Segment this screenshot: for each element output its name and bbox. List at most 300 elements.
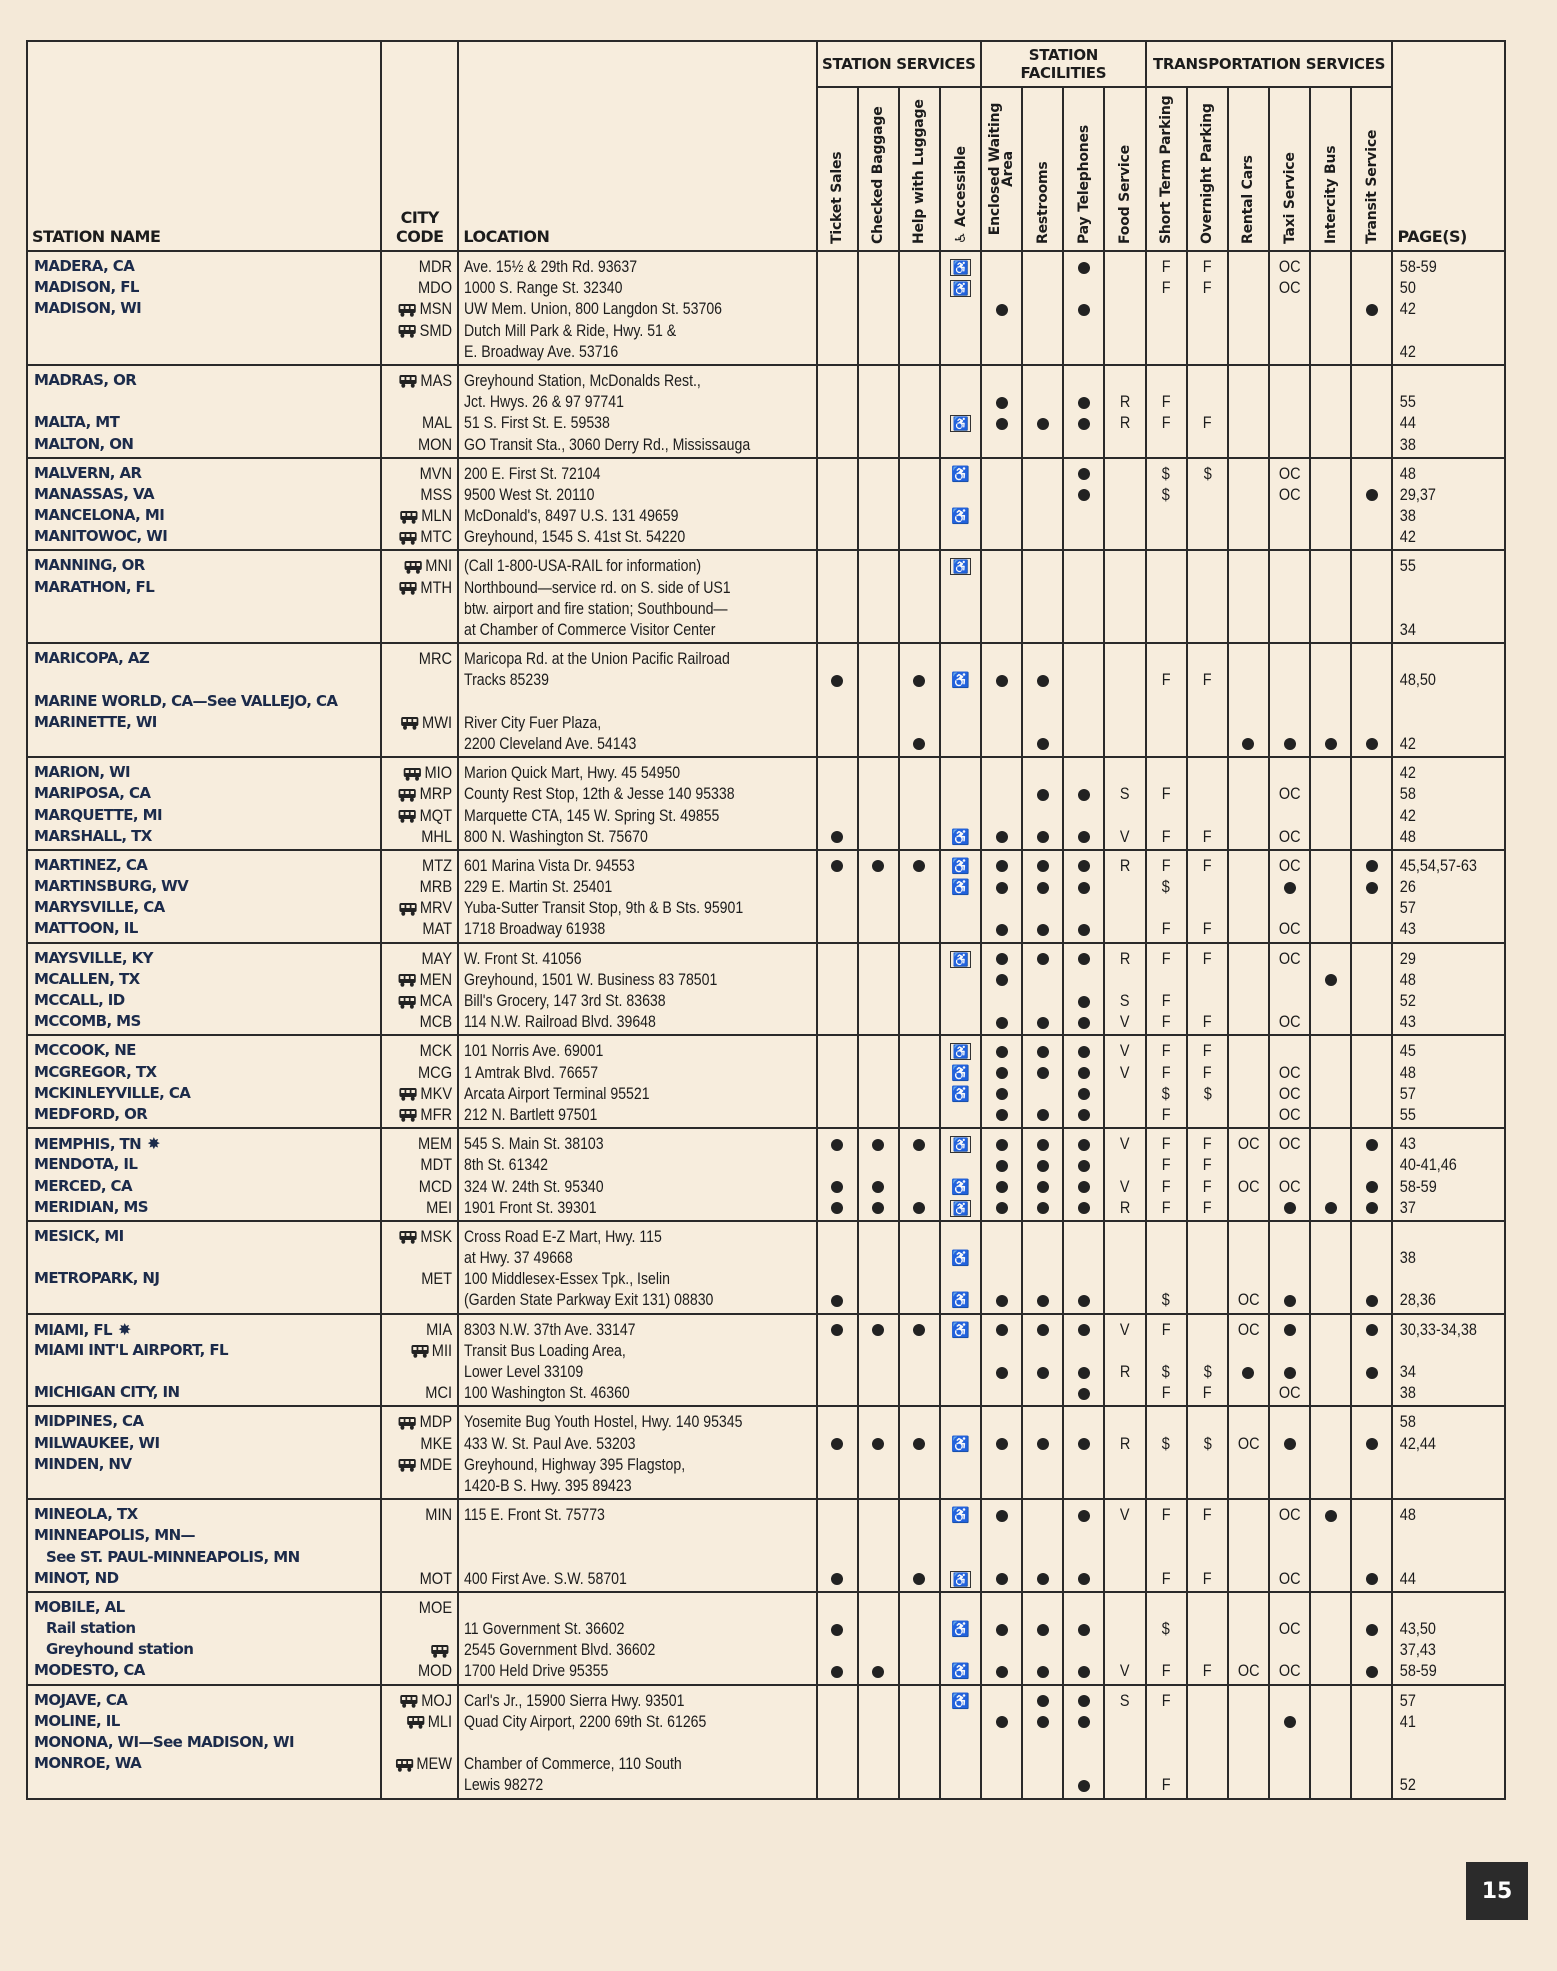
city-code-text: MCG (418, 1062, 453, 1082)
station-name (28, 412, 380, 433)
service-mark (1188, 1062, 1227, 1083)
empty-mark (1311, 1660, 1350, 1681)
empty-mark (1105, 691, 1144, 712)
city-code-text: MCA (419, 991, 453, 1010)
station-name-text: MONROE, WA (34, 1754, 142, 1773)
bus-icon (399, 1087, 418, 1101)
service-mark (818, 1319, 857, 1340)
service-code: OC (1278, 948, 1301, 968)
service-mark (941, 1247, 980, 1268)
service-cell-col-12 (1310, 365, 1351, 458)
available-dot-icon (1078, 1088, 1090, 1100)
available-dot-icon (1037, 789, 1049, 801)
empty-mark (1188, 1268, 1227, 1289)
service-mark (941, 256, 980, 277)
service-mark (1270, 256, 1309, 277)
city-code (393, 855, 458, 876)
empty-mark (1311, 783, 1350, 804)
empty-mark (1064, 370, 1103, 391)
service-cell-col-11 (1269, 1035, 1310, 1128)
bus-icon (399, 531, 418, 545)
empty-mark (859, 805, 898, 826)
page-reference: 48 (1400, 1505, 1417, 1525)
empty-mark (900, 1475, 939, 1496)
service-code: F (1161, 826, 1171, 846)
empty-mark (900, 256, 939, 277)
empty-mark (941, 1475, 980, 1496)
location-text: 100 Washington St. 46360 (464, 1383, 631, 1403)
service-mark (982, 969, 1021, 990)
service-mark (1105, 1040, 1144, 1061)
city-code (393, 1411, 458, 1432)
page-reference: 48 (1400, 463, 1417, 483)
service-mark (1352, 1568, 1391, 1589)
station-name-text: MCCOOK, NE (34, 1041, 136, 1060)
service-mark (1270, 1083, 1309, 1104)
available-dot-icon (1037, 1046, 1049, 1058)
empty-mark (941, 526, 980, 547)
service-mark (982, 1504, 1021, 1525)
empty-mark (1064, 733, 1103, 754)
empty-mark (1311, 341, 1350, 362)
empty-mark (1105, 762, 1144, 783)
empty-mark (900, 783, 939, 804)
service-mark (982, 876, 1021, 897)
available-dot-icon (996, 831, 1008, 843)
service-mark (900, 1568, 939, 1589)
empty-mark (1105, 526, 1144, 547)
empty-mark (818, 619, 857, 640)
wheelchair-boxed-icon: ♿ (952, 260, 969, 276)
service-cell-col-8 (1146, 550, 1187, 643)
empty-mark (1188, 990, 1227, 1011)
available-dot-icon (1242, 1367, 1254, 1379)
empty-mark (1352, 1732, 1391, 1753)
available-dot-icon (1037, 1017, 1049, 1029)
station-name (28, 918, 380, 939)
service-cell-col-4 (981, 251, 1022, 365)
service-mark (1147, 1197, 1186, 1218)
city-codes-cell (381, 1314, 458, 1407)
empty-mark (818, 1382, 857, 1403)
city-code (393, 1104, 458, 1125)
service-mark (1270, 277, 1309, 298)
service-cell-col-6 (1063, 1128, 1104, 1221)
service-mark (1147, 412, 1186, 433)
wheelchair-boxed-icon: ♿ (952, 559, 969, 575)
empty-mark (859, 1062, 898, 1083)
service-cell-col-5 (1022, 1592, 1063, 1685)
location-text: 400 First Ave. S.W. 58701 (464, 1568, 628, 1588)
service-cell-col-9 (1187, 1685, 1228, 1799)
empty-mark (941, 1547, 980, 1568)
station-names-cell (27, 365, 381, 458)
header-col-rental-cars (1228, 87, 1269, 251)
service-cell-col-10 (1228, 251, 1269, 365)
page-reference: 38 (1400, 434, 1417, 454)
location-text (459, 1547, 755, 1568)
empty-mark (900, 619, 939, 640)
service-code: R (1119, 413, 1131, 433)
station-name-text: MANCELONA, MI (34, 506, 165, 525)
available-dot-icon (1366, 1295, 1378, 1307)
service-mark (1064, 391, 1103, 412)
available-dot-icon (872, 1666, 884, 1678)
station-name-text: MALVERN, AR (34, 463, 142, 482)
city-code-text: MWI (422, 712, 453, 732)
empty-mark (818, 1547, 857, 1568)
empty-mark (1352, 1475, 1391, 1496)
service-code: OC (1278, 1568, 1301, 1588)
service-cell-col-3 (940, 850, 981, 943)
available-dot-icon (913, 860, 925, 872)
service-mark (1270, 1711, 1309, 1732)
empty-mark (1105, 805, 1144, 826)
empty-mark (1311, 256, 1350, 277)
empty-mark (1311, 1247, 1350, 1268)
empty-mark (1311, 669, 1350, 690)
service-code: F (1202, 1197, 1212, 1217)
empty-mark (1270, 1639, 1309, 1660)
empty-mark (1147, 648, 1186, 669)
service-cell-col-9 (1187, 458, 1228, 551)
service-cell-col-8 (1146, 757, 1187, 850)
city-code (393, 826, 458, 847)
service-mark (982, 1154, 1021, 1175)
header-col-checked-baggage (858, 87, 899, 251)
available-dot-icon (1037, 1295, 1049, 1307)
service-code: OC (1237, 1661, 1260, 1681)
empty-mark (1023, 1340, 1062, 1361)
service-cell-col-7 (1104, 1406, 1145, 1499)
available-dot-icon (1078, 1046, 1090, 1058)
header-col-intercity-bus (1310, 87, 1351, 251)
header-col-label: Intercity Bus (1322, 145, 1339, 244)
empty-mark (900, 1011, 939, 1032)
empty-mark (941, 1226, 980, 1247)
empty-mark (1229, 1639, 1268, 1660)
city-code (393, 1247, 458, 1268)
service-cell-col-13 (1351, 943, 1392, 1036)
service-cell-col-6 (1063, 1592, 1104, 1685)
service-code: F (1161, 1062, 1171, 1082)
service-code: $ (1203, 1083, 1212, 1103)
empty-mark (1188, 1247, 1227, 1268)
service-cell-col-12 (1310, 1685, 1351, 1799)
empty-mark (818, 1711, 857, 1732)
empty-mark (982, 783, 1021, 804)
city-code (393, 1711, 458, 1732)
empty-mark (1023, 256, 1062, 277)
service-cell-col-0 (817, 1314, 858, 1407)
empty-mark (1229, 434, 1268, 455)
header-col-ticket-sales (817, 87, 858, 251)
header-city-code: CITY CODE (381, 41, 458, 251)
empty-mark (982, 762, 1021, 783)
service-code: F (1161, 257, 1171, 276)
empty-mark (1311, 1433, 1350, 1454)
page-reference: 44 (1400, 1568, 1417, 1588)
empty-mark (1229, 1454, 1268, 1475)
station-names-cell (27, 943, 381, 1036)
service-mark (1147, 1660, 1186, 1681)
empty-mark (1270, 1247, 1309, 1268)
city-code-text: MDT (420, 1155, 453, 1175)
empty-mark (1188, 526, 1227, 547)
service-cell-col-6 (1063, 1035, 1104, 1128)
empty-mark (1023, 320, 1062, 341)
page-reference (1393, 1547, 1487, 1568)
page-reference: 57 (1400, 1690, 1417, 1710)
service-mark (941, 412, 980, 433)
city-code (393, 619, 458, 640)
empty-mark (1229, 1753, 1268, 1774)
service-cell-col-11 (1269, 943, 1310, 1036)
empty-mark (1064, 598, 1103, 619)
empty-mark (1147, 1525, 1186, 1546)
service-cell-col-1 (858, 1499, 899, 1592)
empty-mark (1023, 1597, 1062, 1618)
station-group (27, 365, 1505, 458)
empty-mark (1105, 1618, 1144, 1639)
empty-mark (1229, 1040, 1268, 1061)
header-group-transportation-services: TRANSPORTATION SERVICES (1146, 41, 1393, 87)
empty-mark (1352, 969, 1391, 990)
empty-mark (900, 370, 939, 391)
empty-mark (1229, 341, 1268, 362)
service-cell-col-13 (1351, 757, 1392, 850)
available-dot-icon (831, 860, 843, 872)
empty-mark (1229, 555, 1268, 576)
service-cell-col-10 (1228, 458, 1269, 551)
pages-cell (1392, 757, 1505, 850)
service-cell-col-11 (1269, 458, 1310, 551)
station-name-text: MANASSAS, VA (34, 484, 154, 503)
city-code-text: MDP (419, 1412, 453, 1432)
service-mark (1105, 412, 1144, 433)
service-mark (1270, 1289, 1309, 1310)
station-name (28, 370, 380, 391)
service-code: F (1202, 919, 1212, 939)
service-cell-col-0 (817, 550, 858, 643)
available-dot-icon (1078, 1624, 1090, 1636)
station-name (28, 1690, 380, 1711)
empty-mark (1147, 526, 1186, 547)
service-code: F (1202, 413, 1212, 433)
empty-mark (982, 320, 1021, 341)
empty-mark (1270, 762, 1309, 783)
empty-mark (1105, 1268, 1144, 1289)
bus-icon (400, 1694, 419, 1708)
empty-mark (1188, 1475, 1227, 1496)
service-code: F (1202, 1383, 1212, 1403)
empty-mark (1352, 1040, 1391, 1061)
empty-mark (1352, 370, 1391, 391)
city-code-text: MRC (418, 649, 453, 669)
location-text: Lewis 98272 (464, 1775, 544, 1795)
available-dot-icon (913, 1324, 925, 1336)
station-name (28, 1547, 380, 1568)
station-names-cell (27, 757, 381, 850)
header-col-label: Checked Baggage (870, 106, 887, 244)
empty-mark (1188, 1732, 1227, 1753)
empty-mark (1188, 1639, 1227, 1660)
empty-mark (941, 691, 980, 712)
empty-mark (859, 619, 898, 640)
service-mark (982, 1433, 1021, 1454)
service-mark (1064, 1568, 1103, 1589)
available-dot-icon (1037, 1716, 1049, 1728)
page-reference: 55 (1400, 392, 1417, 412)
empty-mark (818, 1753, 857, 1774)
available-dot-icon (1037, 1695, 1049, 1707)
service-mark (982, 918, 1021, 939)
service-mark (982, 1040, 1021, 1061)
available-dot-icon (996, 1017, 1008, 1029)
service-mark (1188, 463, 1227, 484)
empty-mark (982, 712, 1021, 733)
empty-mark (1064, 277, 1103, 298)
location-text: 601 Marina Vista Dr. 94553 (464, 855, 636, 875)
service-cell-col-8 (1146, 1128, 1187, 1221)
service-mark (1023, 1133, 1062, 1154)
available-dot-icon (1078, 789, 1090, 801)
service-cell-col-8 (1146, 1406, 1187, 1499)
service-mark (941, 1197, 980, 1218)
service-code: F (1161, 948, 1171, 968)
empty-mark (1023, 277, 1062, 298)
service-cell-col-3 (940, 1035, 981, 1128)
station-name (28, 526, 380, 547)
empty-mark (859, 1289, 898, 1310)
service-code: $ (1162, 484, 1171, 504)
empty-mark (1147, 1753, 1186, 1774)
empty-mark (818, 1774, 857, 1795)
empty-mark (1064, 648, 1103, 669)
service-mark (1270, 1618, 1309, 1639)
empty-mark (1064, 1226, 1103, 1247)
service-mark (1023, 1197, 1062, 1218)
empty-mark (1311, 434, 1350, 455)
service-cell-col-0 (817, 365, 858, 458)
empty-mark (982, 1226, 1021, 1247)
empty-mark (1064, 969, 1103, 990)
available-dot-icon (1037, 1367, 1049, 1379)
empty-mark (859, 1454, 898, 1475)
service-code: F (1161, 1134, 1171, 1154)
service-cell-col-5 (1022, 1035, 1063, 1128)
service-mark (1064, 484, 1103, 505)
wheelchair-icon: ♿ (951, 1064, 970, 1082)
city-code-text: MHL (421, 826, 453, 846)
service-mark (1147, 256, 1186, 277)
service-code: S (1120, 1690, 1130, 1710)
service-code: OC (1278, 1176, 1301, 1196)
empty-mark (900, 1226, 939, 1247)
service-mark (1023, 918, 1062, 939)
available-dot-icon (996, 882, 1008, 894)
station-name (28, 1618, 380, 1639)
empty-mark (1188, 391, 1227, 412)
city-code (393, 990, 458, 1011)
empty-mark (1229, 619, 1268, 640)
empty-mark (818, 1226, 857, 1247)
locations-cell (458, 643, 816, 757)
empty-mark (859, 648, 898, 669)
empty-mark (900, 1289, 939, 1310)
empty-mark (818, 463, 857, 484)
empty-mark (1147, 969, 1186, 990)
service-mark (1270, 1176, 1309, 1197)
empty-mark (1064, 1454, 1103, 1475)
empty-mark (1064, 897, 1103, 918)
empty-mark (1188, 598, 1227, 619)
location-text: Ave. 15½ & 29th Rd. 93637 (464, 257, 638, 276)
service-cell-col-0 (817, 1221, 858, 1314)
station-name-text: MODESTO, CA (34, 1661, 145, 1680)
service-cell-col-7 (1104, 458, 1145, 551)
city-code-text: MON (418, 434, 453, 454)
service-cell-col-5 (1022, 850, 1063, 943)
service-mark (818, 1197, 857, 1218)
service-mark (1023, 1011, 1062, 1032)
city-code (393, 1690, 458, 1711)
empty-mark (1105, 1597, 1144, 1618)
service-cell-col-1 (858, 1314, 899, 1407)
service-mark (1105, 826, 1144, 847)
empty-mark (982, 990, 1021, 1011)
empty-mark (818, 320, 857, 341)
empty-mark (1229, 1268, 1268, 1289)
available-dot-icon (1078, 831, 1090, 843)
location-text (459, 691, 755, 712)
wheelchair-icon: ♿ (951, 1250, 970, 1268)
service-code: F (1161, 1041, 1171, 1061)
city-code (393, 1525, 458, 1546)
service-code: OC (1237, 1134, 1260, 1154)
available-dot-icon (1078, 1573, 1090, 1585)
service-mark (941, 1040, 980, 1061)
empty-mark (900, 1411, 939, 1432)
empty-mark (900, 577, 939, 598)
available-dot-icon (1037, 1573, 1049, 1585)
service-cell-col-5 (1022, 1314, 1063, 1407)
available-dot-icon (913, 1139, 925, 1151)
service-cell-col-3 (940, 1499, 981, 1592)
station-name (28, 1411, 380, 1432)
empty-mark (900, 1268, 939, 1289)
location-text: 1000 S. Range St. 32340 (464, 278, 623, 298)
service-mark (1023, 855, 1062, 876)
available-dot-icon (1366, 1624, 1378, 1636)
empty-mark (1064, 1732, 1103, 1753)
available-dot-icon (1078, 1295, 1090, 1307)
empty-mark (1064, 712, 1103, 733)
empty-mark (1105, 577, 1144, 598)
city-code-text: MEI (426, 1197, 453, 1217)
empty-mark (1147, 505, 1186, 526)
available-dot-icon (1078, 262, 1090, 274)
empty-mark (941, 733, 980, 754)
city-code (393, 555, 458, 576)
empty-mark (1229, 918, 1268, 939)
wheelchair-boxed-icon: ♿ (952, 951, 969, 967)
empty-mark (818, 1475, 857, 1496)
service-cell-col-11 (1269, 1128, 1310, 1221)
location-text: 8303 N.W. 37th Ave. 33147 (464, 1319, 636, 1339)
service-code: F (1161, 278, 1171, 298)
header-col-restrooms (1022, 87, 1063, 251)
